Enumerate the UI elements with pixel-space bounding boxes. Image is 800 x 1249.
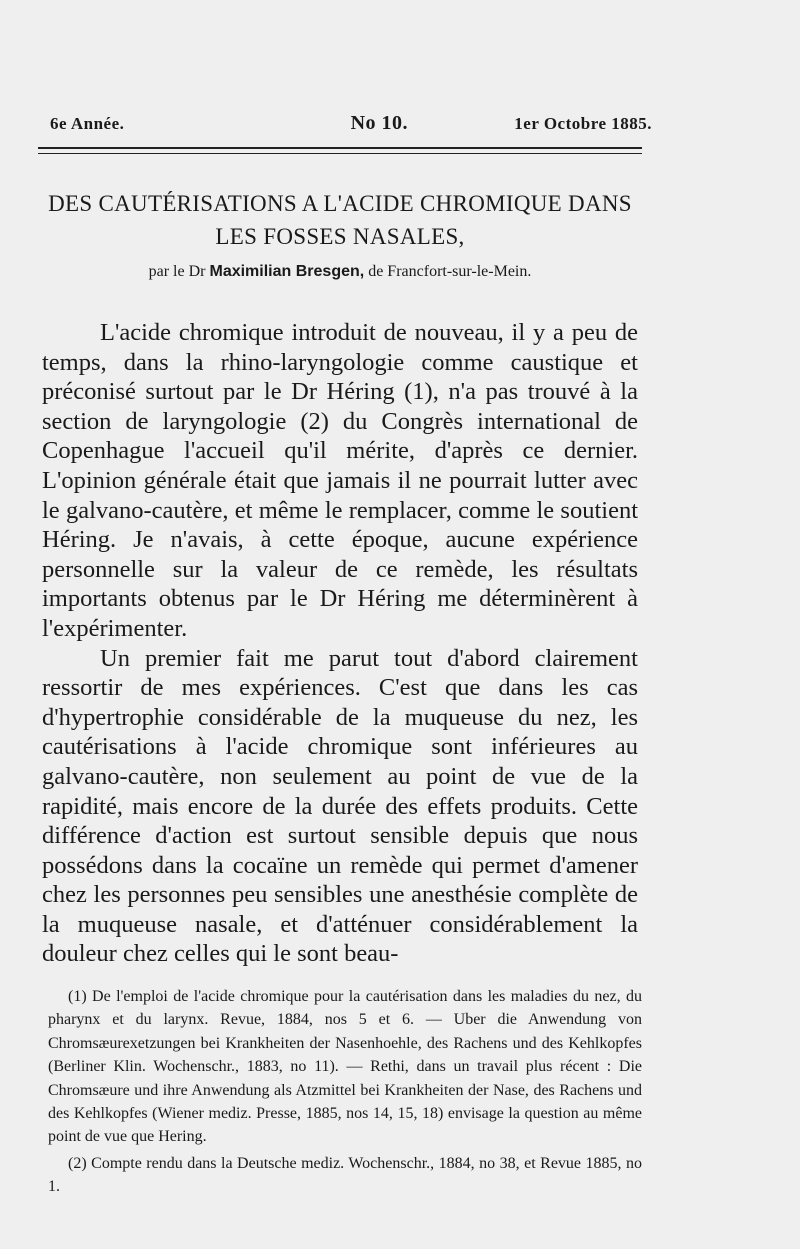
footnotes bbox=[48, 985, 642, 1199]
volume-year: 6e Année. bbox=[50, 114, 125, 133]
author-name: Maximilian Bresgen, bbox=[209, 263, 365, 280]
title-line-2: LES FOSSES NASALES, bbox=[215, 224, 465, 249]
header-rule-thick bbox=[38, 147, 642, 149]
issue-date: 1er Octobre 1885. bbox=[514, 114, 652, 133]
footnote-2: (2) Compte rendu dans la Deutsche mediz. Wochenschr., 1884, no 38, et Revue 1885, no 1. bbox=[48, 1154, 642, 1196]
title-line-1: DES CAUTÉRISATIONS A L'ACIDE CHROMIQUE DANS bbox=[48, 191, 632, 216]
body-paragraph-1: L'acide chromique introduit de nouveau, il y a peu de temps, dans la rhino-laryngologie comme caustique et préconisé surtout par le Dr Héring (1), n'a pas trouvé à la section de laryngologie (2) du Congrès international de Copenhague l'accueil qu'il mérite, d'après ce dernier. L'opinion générale était que jamais il ne pourrait lutter avec le galvano-cautère, et même le remplacer, comme le soutient Héring. Je n'avais, à cette époque, aucune expérience personnelle sur la valeur de ce remède, les résultats importants obtenus par le Dr Héring me déterminèrent à l'expérimenter. bbox=[42, 319, 638, 642]
body-paragraph-2: Un premier fait me parut tout d'abord clairement ressortir de mes expériences. C'est que dans les cas d'hypertrophie considérable de la muqueuse du nez, les cautérisations à l'acide chromique sont inférieures au galvano-cautère, non seulement au point de vue de la rapidité, mais encore de la durée des effets produits. Cette différence d'action est surtout sensible depuis que nous possédons dans la cocaïne un remède qui permet d'amener chez les personnes peu sensibles une anesthésie complète de la muqueuse nasale, et d'atténuer considérablement la douleur chez celles qui le sont beau- bbox=[42, 644, 638, 968]
byline-prefix: par le Dr bbox=[148, 263, 206, 280]
byline bbox=[30, 263, 650, 281]
article-title bbox=[30, 187, 650, 253]
header-rule-thin bbox=[38, 153, 642, 154]
footnote-1: (1) De l'emploi de l'acide chromique pour la cautérisation dans les maladies du nez, du pharynx et du larynx. Revue, 1884, nos 5 et 6. — Uber die Anwendung von Chromsæurexetzungen bei Krankheiten der Nasenhoehle, des Rachens und des Kehlkopfes (Berliner Klin. Wochenschr., 1883, no 11). — Rethi, dans un travail plus récent : Die Chromsæure und ihre Anwendung als Atzmittel bei Krankheiten der Nase, des Rachens und des Kehlkopfes (Wiener mediz. Presse, 1885, nos 14, 15, 18) envisage la question au même point de vue que Hering. bbox=[48, 988, 642, 1146]
article-body bbox=[42, 318, 638, 969]
issue-number: No 10. bbox=[350, 112, 409, 134]
page-header bbox=[50, 112, 652, 135]
byline-suffix: de Francfort-sur-le-Mein. bbox=[368, 263, 532, 280]
